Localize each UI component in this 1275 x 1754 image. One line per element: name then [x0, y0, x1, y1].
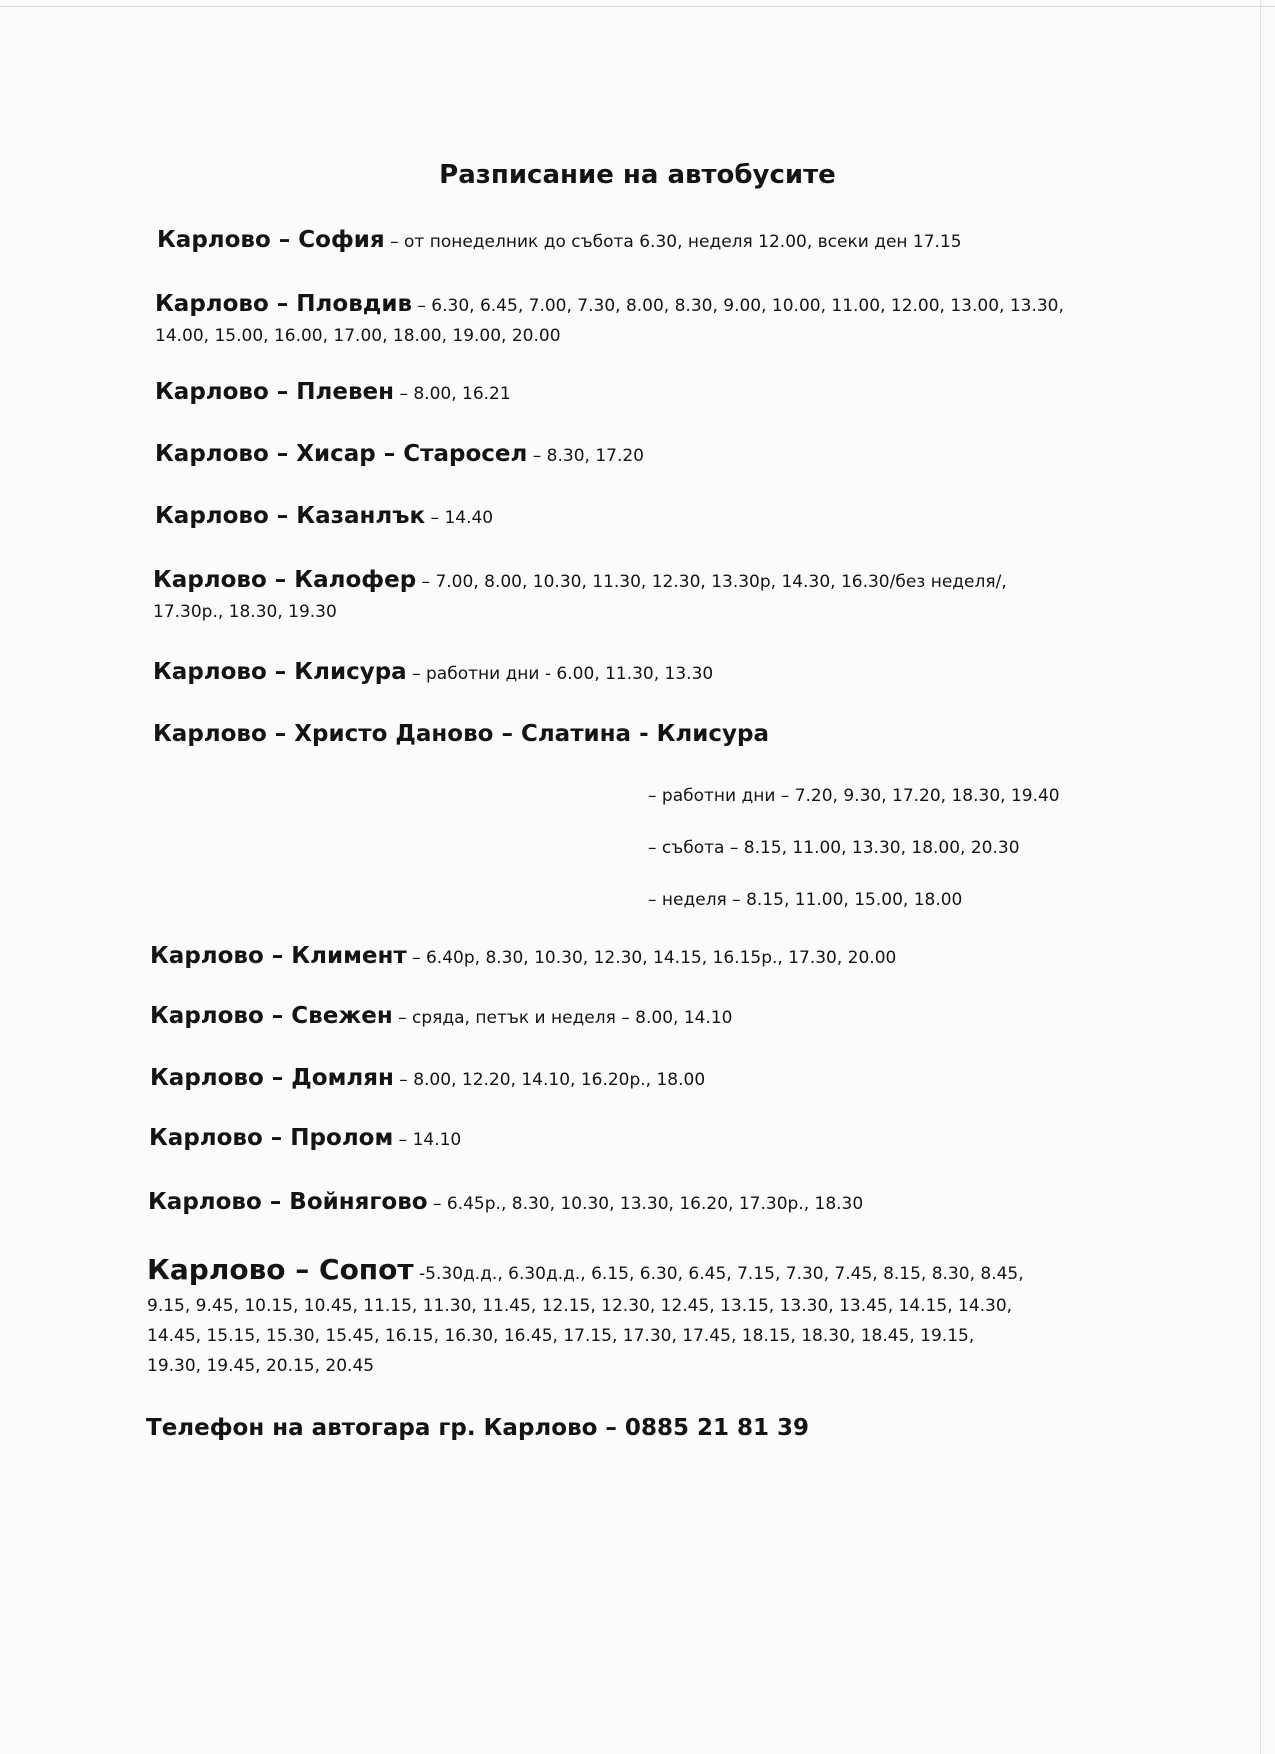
- route-times: – 14.10: [393, 1130, 462, 1150]
- route-sopot-cont-1: [147, 1292, 1012, 1320]
- route-sopot: [147, 1253, 1024, 1288]
- route-kazanlak: [155, 502, 493, 532]
- route-name: Карлово – Калофер: [153, 567, 417, 593]
- route-times: – от понеделник до събота 6.30, неделя 12.00, всеки ден 17.15: [384, 232, 962, 252]
- route-name: Карлово – София: [157, 227, 385, 253]
- scan-edge-right: [1260, 0, 1261, 1754]
- route-times: – 8.30, 17.20: [527, 446, 644, 466]
- route-svezhen: [150, 1002, 733, 1032]
- route-hristo-danovo-weekdays: [648, 782, 1060, 810]
- route-times: – работни дни – 7.20, 9.30, 17.20, 18.30, 19.40: [648, 786, 1060, 806]
- route-times: – 14.40: [425, 508, 494, 528]
- page-title: Разписание на автобусите: [439, 160, 836, 190]
- route-sopot-cont-2: [147, 1322, 974, 1350]
- route-plovdiv: [155, 290, 1064, 320]
- route-times: – 7.00, 8.00, 10.30, 11.30, 12.30, 13.30р, 14.30, 16.30/без неделя/,: [416, 572, 1007, 592]
- route-klisura: [153, 658, 713, 688]
- route-hristo-danovo: [153, 720, 769, 750]
- route-times: – сряда, петък и неделя – 8.00, 14.10: [392, 1008, 733, 1028]
- route-name: Карлово – Христо Даново – Слатина - Клисура: [153, 721, 769, 747]
- route-prolom: [149, 1124, 461, 1154]
- route-kalofer-cont: [153, 598, 337, 626]
- route-name: Карлово – Климент: [150, 943, 407, 969]
- route-times: 14.45, 15.15, 15.30, 15.45, 16.15, 16.30, 16.45, 17.15, 17.30, 17.45, 18.15, 18.30, 18.45, 19.15,: [147, 1326, 975, 1346]
- route-hisar-starosel: [155, 440, 644, 470]
- route-sopot-cont-3: [147, 1352, 374, 1380]
- route-plovdiv-cont: [155, 322, 561, 350]
- route-name: Карлово – Пролом: [149, 1125, 394, 1151]
- route-name: Карлово – Домлян: [150, 1065, 394, 1091]
- route-pleven: [155, 378, 511, 408]
- route-times: – работни дни - 6.00, 11.30, 13.30: [406, 664, 714, 684]
- route-name: Карлово – Казанлък: [155, 503, 426, 529]
- route-sofia: [157, 226, 962, 256]
- route-domlyan: [150, 1064, 705, 1094]
- route-name: Карлово – Хисар – Старосел: [155, 441, 528, 467]
- route-times: – събота – 8.15, 11.00, 13.30, 18.00, 20.30: [648, 838, 1020, 858]
- route-times: -5.30д.д., 6.30д.д., 6.15, 6.30, 6.45, 7.15, 7.30, 7.45, 8.15, 8.30, 8.45,: [413, 1264, 1024, 1284]
- route-name: Карлово – Войнягово: [148, 1189, 428, 1215]
- route-times: – неделя – 8.15, 11.00, 15.00, 18.00: [648, 890, 963, 910]
- route-times: 19.30, 19.45, 20.15, 20.45: [147, 1356, 375, 1376]
- route-times: – 8.00, 12.20, 14.10, 16.20р., 18.00: [393, 1070, 706, 1090]
- route-times: – 8.00, 16.21: [394, 384, 511, 404]
- route-hristo-danovo-sunday: [648, 886, 962, 914]
- route-times: – 6.30, 6.45, 7.00, 7.30, 8.00, 8.30, 9.00, 10.00, 11.00, 12.00, 13.00, 13.30,: [412, 296, 1064, 316]
- route-name: Карлово – Свежен: [150, 1003, 393, 1029]
- route-times: – 6.40р, 8.30, 10.30, 12.30, 14.15, 16.15р., 17.30, 20.00: [406, 948, 897, 968]
- route-kliment: [150, 942, 896, 972]
- route-name: Карлово – Сопот: [147, 1253, 414, 1286]
- route-voynyagovo: [148, 1188, 863, 1218]
- route-hristo-danovo-saturday: [648, 834, 1020, 862]
- route-times: 9.15, 9.45, 10.15, 10.45, 11.15, 11.30, 11.45, 12.15, 12.30, 12.45, 13.15, 13.30, 13.45, 14.15, 14.30,: [147, 1296, 1013, 1316]
- route-times: 17.30р., 18.30, 19.30: [153, 602, 337, 622]
- scan-edge-top: [0, 6, 1275, 7]
- route-name: Карлово – Пловдив: [155, 291, 412, 317]
- route-times: 14.00, 15.00, 16.00, 17.00, 18.00, 19.00, 20.00: [155, 326, 561, 346]
- route-kalofer: [153, 566, 1007, 596]
- route-name: Карлово – Клисура: [153, 659, 407, 685]
- route-name: Карлово – Плевен: [155, 379, 395, 405]
- bus-station-phone: Телефон на автогара гр. Карлово – 0885 21 81 39: [146, 1415, 809, 1441]
- route-times: – 6.45р., 8.30, 10.30, 13.30, 16.20, 17.30р., 18.30: [427, 1194, 864, 1214]
